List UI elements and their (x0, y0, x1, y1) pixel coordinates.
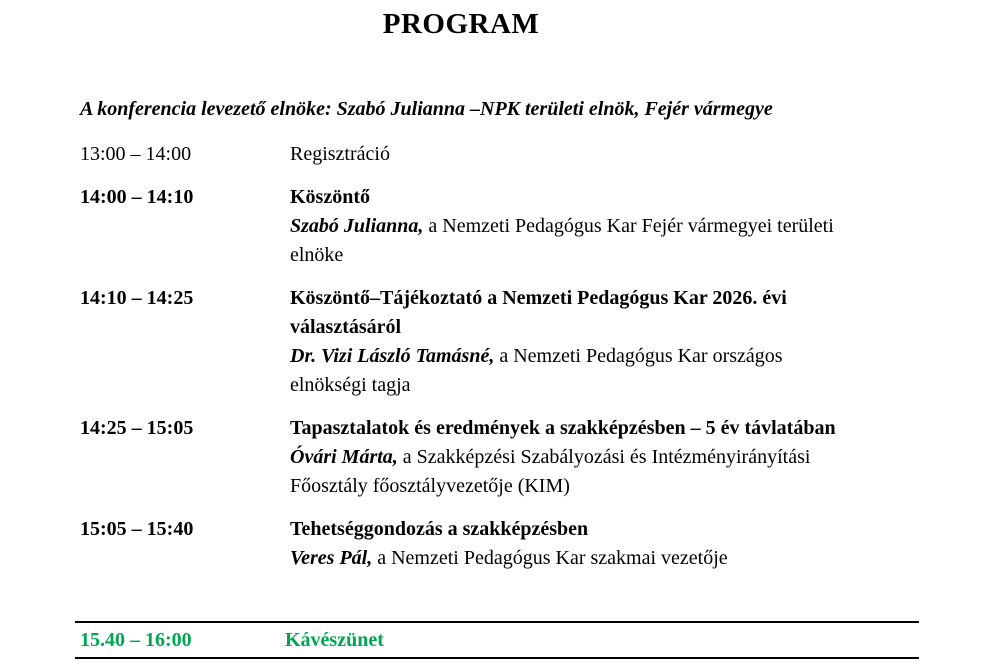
schedule-time: 14:10 – 14:25 (80, 287, 194, 309)
schedule-description (290, 183, 953, 270)
schedule-line (290, 443, 953, 472)
schedule-line (290, 140, 953, 169)
session-title: Regisztráció (290, 143, 390, 165)
break-time: 15.40 – 16:00 (80, 629, 192, 651)
schedule-line (290, 313, 953, 342)
speaker-role: a Nemzeti Pedagógus Kar országos (494, 345, 783, 367)
speaker-role: elnöke (290, 244, 344, 266)
schedule-line (290, 544, 953, 573)
speaker-name: Veres Pál, (290, 547, 373, 569)
schedule-line (290, 414, 953, 443)
schedule-time: 14:25 – 15:05 (80, 417, 194, 439)
schedule-line (290, 342, 953, 371)
session-title: Tapasztalatok és eredmények a szakképzésben – 5 év távlatában (290, 417, 836, 439)
speaker-name: Óvári Márta, (290, 446, 398, 468)
speaker-name: Dr. Vizi László Tamásné, (290, 345, 495, 367)
speaker-role: a Szakképzési Szabályozási és Intézményirányítási (397, 446, 811, 468)
schedule-line (290, 212, 953, 241)
schedule-row (80, 515, 953, 573)
session-title: Tehetséggondozás a szakképzésben (290, 518, 589, 540)
session-title: Köszöntő–Tájékoztató a Nemzeti Pedagógus Kar 2026. évi (290, 287, 787, 309)
schedule-time: 13:00 – 14:00 (80, 143, 192, 165)
schedule-description (290, 414, 953, 501)
schedule-line (290, 515, 953, 544)
schedule-row (80, 183, 953, 270)
break-label: Kávészünet (285, 629, 384, 651)
schedule-line (290, 241, 953, 270)
speaker-role: a Nemzeti Pedagógus Kar szakmai vezetője (372, 547, 728, 569)
speaker-role: elnökségi tagja (290, 374, 411, 396)
schedule-line (290, 371, 953, 400)
schedule-description (290, 284, 953, 400)
schedule-line (290, 284, 953, 313)
schedule-description (290, 515, 953, 573)
schedule-description (290, 140, 953, 169)
schedule (0, 140, 993, 573)
session-title: választásáról (290, 316, 402, 338)
schedule-row (80, 414, 953, 501)
break-row (75, 621, 919, 659)
schedule-time: 14:00 – 14:10 (80, 186, 194, 208)
schedule-line (290, 472, 953, 501)
schedule-line (290, 183, 953, 212)
speaker-name: Szabó Julianna, (290, 215, 424, 237)
page-title: PROGRAM (382, 8, 540, 40)
speaker-role: a Nemzeti Pedagógus Kar Fejér vármegyei területi (423, 215, 834, 237)
schedule-time: 15:05 – 15:40 (80, 518, 194, 540)
conference-chair-line: A konferencia levezető elnöke: Szabó Julianna –NPK területi elnök, Fejér vármegye (80, 98, 773, 120)
schedule-row (80, 284, 953, 400)
schedule-row (80, 140, 953, 169)
speaker-role: Főosztály főosztályvezetője (KIM) (290, 475, 570, 497)
session-title: Köszöntő (290, 186, 370, 208)
